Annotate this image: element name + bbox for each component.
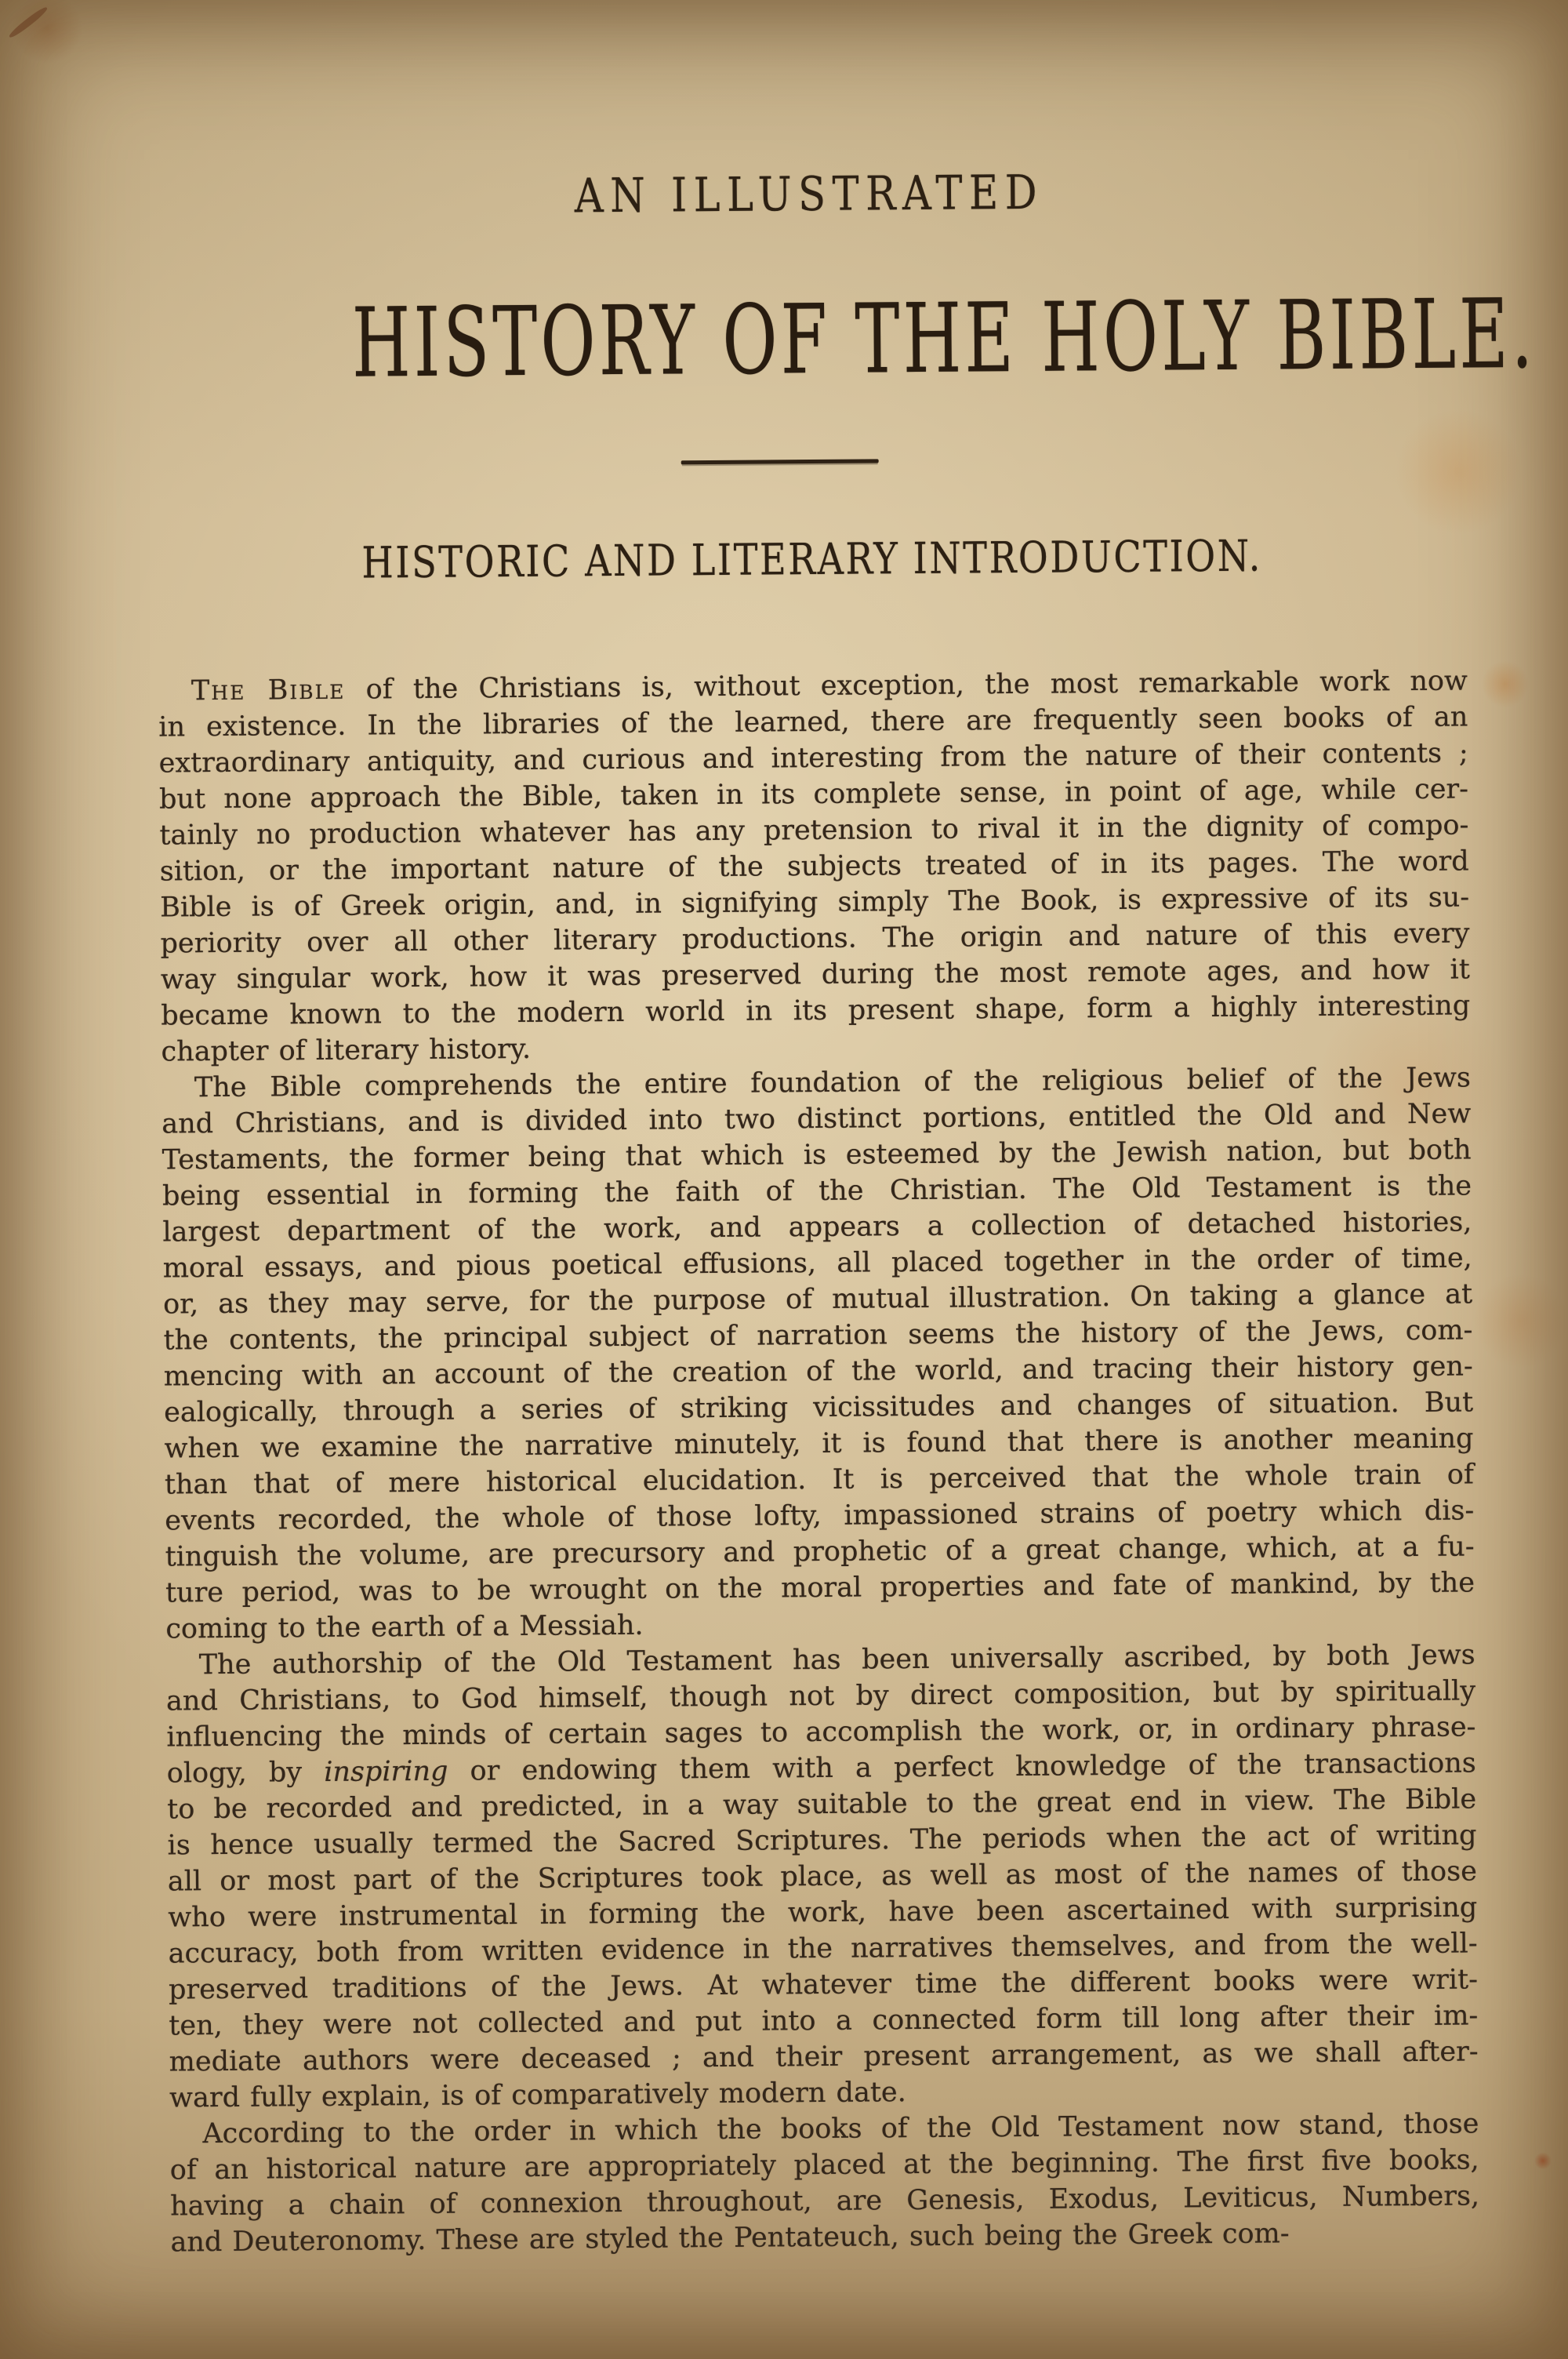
text-segment: Bible is of Greek origin, and, in signifying simply The Book, is expressive of its su- — [159, 881, 1470, 924]
body-text — [158, 663, 1480, 2260]
book-title: HISTORY OF THE HOLY BIBLE. — [351, 278, 1537, 399]
section-heading: HISTORIC AND LITERARY INTRODUCTION. — [361, 530, 1263, 588]
text-segment: of the Christians is, without exception, the most remarkable work now — [345, 665, 1468, 706]
text-segment: extraordinary antiquity, and curious and interesting from the nature of their contents ; — [158, 737, 1468, 780]
text-segment: to be recorded and predicted, in a way suitable to the great end in view. The Bible — [167, 1783, 1477, 1826]
text-segment: sition, or the important nature of the subjects treated of in its pages. The word — [159, 845, 1469, 888]
text-segment: ture period, was to be wrought on the moral properties and fate of mankind, by the — [165, 1567, 1475, 1609]
corner-tear-mark — [8, 5, 49, 39]
text-segment: influencing the minds of certain sages to accomplish the work, or, in ordinary phrase- — [166, 1711, 1476, 1754]
text-segment: preserved traditions of the Jews. At whatever time the different books were writ- — [168, 1964, 1479, 2006]
paragraph — [162, 1060, 1475, 1647]
text-segment: tinguish the volume, are precursory and prophetic of a great change, which, at a fu- — [165, 1531, 1475, 1573]
text-segment: mediate authors were deceased ; and their present arrangement, as we shall after- — [169, 2036, 1479, 2078]
text-segment: ward fully explain, is of comparatively modern date. — [169, 2077, 906, 2114]
text-segment: or endowing them with a perfect knowledge of the transactions — [448, 1747, 1476, 1787]
paragraph — [158, 663, 1471, 1070]
text-segment: ology, by — [166, 1756, 325, 1790]
text-segment: largest department of the work, and appears a collection of detached histories, — [162, 1206, 1472, 1249]
text-segment: The Bible comprehends the entire foundation of the religious belief of the Jews — [194, 1062, 1472, 1104]
text-segment: or, as they may serve, for the purpose of mutual illustration. On taking a glance at — [162, 1278, 1473, 1321]
paragraph — [169, 2106, 1479, 2260]
text-segment: chapter of literary history. — [161, 1033, 532, 1068]
text-segment: events recorded, the whole of those lofty, impassioned strains of poetry which dis- — [165, 1495, 1475, 1537]
text-segment: Testaments, the former being that which is esteemed by the Jewish nation, but both — [162, 1134, 1472, 1176]
text-segment: The authorship of the Old Testament has been universally ascribed, by both Jews — [198, 1639, 1475, 1681]
text-segment: of an historical nature are appropriately placed at the beginning. The first five books, — [169, 2144, 1479, 2186]
text-segment: way singular work, how it was preserved during the most remote ages, and how it — [160, 954, 1470, 996]
text-segment: the contents, the principal subject of narration seems the history of the Jews, com- — [163, 1314, 1473, 1357]
text-segment: is hence usually termed the Sacred Scriptures. The periods when the act of writing — [167, 1819, 1477, 1862]
text-segment: moral essays, and pious poetical effusions, all placed together in the order of time, — [162, 1242, 1472, 1285]
text-segment: and Christians, and is divided into two distinct portions, entitled the Old and New — [162, 1098, 1472, 1140]
text-segment: coming to the earth of a Messiah. — [165, 1609, 644, 1645]
text-segment: when we examine the narrative minutely, it is found that there is another meaning — [164, 1423, 1474, 1465]
page-content — [153, 0, 1537, 2359]
text-segment: and Deuteronomy. These are styled the Pentateuch, such being the Greek com- — [170, 2218, 1290, 2259]
book-pretitle: AN ILLUSTRATED — [574, 165, 1044, 224]
italic-text: inspiring — [324, 1755, 448, 1788]
text-segment: and Christians, to God himself, though not by direct composition, but by spiritually — [165, 1675, 1476, 1717]
text-segment: in existence. In the libraries of the learned, there are frequently seen books of an — [158, 701, 1468, 743]
paragraph — [166, 1637, 1479, 2116]
smallcaps-text: The Bible — [191, 674, 346, 707]
text-segment: accuracy, both from written evidence in the narratives themselves, and from the well- — [168, 1928, 1478, 1970]
text-segment: According to the order in which the books of the Old Testament now stand, those — [202, 2108, 1479, 2150]
text-segment: periority over all other literary productions. The origin and nature of this every — [160, 918, 1470, 960]
text-segment: ten, they were not collected and put into a connected form till long after their im- — [169, 2000, 1479, 2042]
text-segment: having a chain of connexion throughout, are Genesis, Exodus, Leviticus, Numbers, — [169, 2180, 1480, 2223]
text-segment: who were instrumental in forming the work, have been ascertained with surprising — [168, 1892, 1478, 1934]
text-segment: became known to the modern world in its present shape, form a highly interesting — [161, 990, 1471, 1032]
text-segment: mencing with an account of the creation of the world, and tracing their history gen- — [163, 1350, 1473, 1393]
text-segment: than that of mere historical elucidation. It is perceived that the whole train of — [164, 1459, 1475, 1501]
text-segment: but none approach the Bible, taken in its complete sense, in point of age, while cer- — [158, 773, 1469, 816]
text-segment: ealogically, through a series of striking vicissitudes and changes of situation. But — [164, 1387, 1474, 1429]
text-segment: tainly no production whatever has any pretension to rival it in the dignity of compo- — [159, 809, 1469, 852]
text-segment: all or most part of the Scriptures took place, as well as most of the names of those — [167, 1856, 1478, 1898]
text-segment: being essential in forming the faith of the Christian. The Old Testament is the — [162, 1170, 1472, 1212]
title-divider-rule — [681, 459, 879, 464]
